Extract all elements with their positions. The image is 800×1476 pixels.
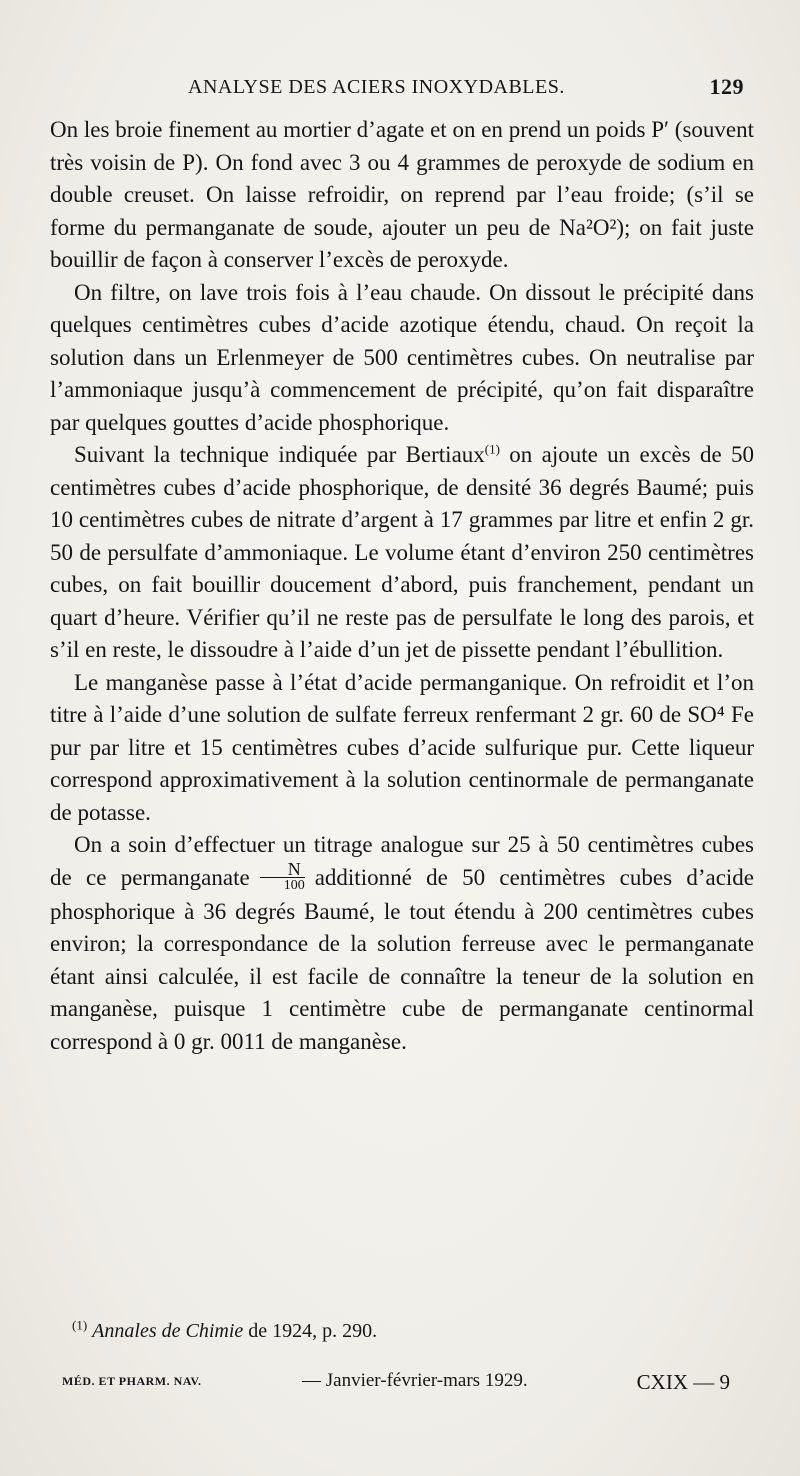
paragraph-3-end: on ajoute un excès de 50 centimètres cubes d’acide phosphorique, de densité 36 degrés Baumé; puis 10 centimètres cubes de nitrate d’argent à 17 grammes par litre et enfin 2 gr. 50 de persulfate d’ammoniaque. Le volume étant d’environ 250 centimètres cubes, on fait bouillir doucement d’abord, puis franchement, pendant un quart d’heure. Vérifier qu’il ne reste pas de persulfate le long des parois, et s’il en reste, le dissoudre à l’aide d’un jet de pissette pendant l’ébullition. xyxy=(50,442,755,662)
footer-date: — Janvier-février-mars 1929. xyxy=(302,1370,528,1391)
footnote-citation: de 1924, p. 290. xyxy=(243,1320,378,1342)
footer-journal-abbrev: MÉD. ET PHARM. NAV. xyxy=(62,1374,202,1388)
fraction-n-over-100 xyxy=(260,858,305,894)
paragraph-5-start: On a soin d’effectuer un titrage analogue sur 25 à 50 centimètres cubes de ce permanganate xyxy=(50,832,754,890)
footnote-reference: (1) xyxy=(484,441,500,457)
fraction-denominator: 100 xyxy=(283,877,305,893)
paragraph-5 xyxy=(50,829,754,1058)
fraction-numerator: N xyxy=(260,861,305,878)
footer-volume: CXIX — 9 xyxy=(636,1370,730,1394)
paragraph-2: On filtre, on lave trois fois à l’eau chaude. On dissout le précipité dans quelques centimètres cubes d’acide azotique étendu, chaud. On reçoit la solution dans un Erlenmeyer de 500 centimètres cubes. On neutralise par l’ammoniaque jusqu’à commencement de précipité, qu’on fait disparaître par quelques gouttes d’acide phosphorique. xyxy=(50,279,754,435)
paragraph-4: Le manganèse passe à l’état d’acide permanganique. On refroidit et l’on titre à l’aide d’une solution de sulfate ferreux renfermant 2 gr. 60 de SO⁴ Fe pur par litre et 15 centimètres cubes d’acide sulfurique pur. Cette liqueur correspond approximativement à la solution centinormale de permanganate de potasse. xyxy=(50,669,754,825)
paragraph-5-end: additionné de 50 centimètres cubes d’acide phosphorique à 36 degrés Baumé, le tout étendu à 200 centimètres cubes environ; la correspondance de la solution ferreuse avec le permanganate étant ainsi calculée, il est facile de connaître la teneur de la solution en manganèse, puisque 1 centimètre cube de permanganate centinormal correspond à 0 gr. 0011 de manganèse. xyxy=(50,864,755,1054)
footnote xyxy=(72,1317,378,1343)
body-text xyxy=(50,114,754,1058)
running-header xyxy=(48,72,752,104)
paragraph-1: On les broie finement au mortier d’agate et on en prend un poids P′ (souvent très voisin de P). On fond avec 3 ou 4 grammes de peroxyde de sodium en double creuset. On laisse refroidir, on reprend par l’eau froide; (s’il se forme du permanganate de soude, ajouter un peu de Na²O²); on fait juste bouillir de façon à conserver l’excès de peroxyde. xyxy=(50,117,754,272)
paragraph-3 xyxy=(50,439,754,667)
footnote-journal: Annales de Chimie xyxy=(92,1320,244,1342)
footnote-marker: (1) xyxy=(72,1317,88,1333)
running-title: ANALYSE DES ACIERS INOXYDABLES. xyxy=(188,76,565,98)
paragraph-3-start: Suivant la technique indiquée par Bertiaux xyxy=(74,442,485,467)
page-number: 129 xyxy=(709,74,744,99)
